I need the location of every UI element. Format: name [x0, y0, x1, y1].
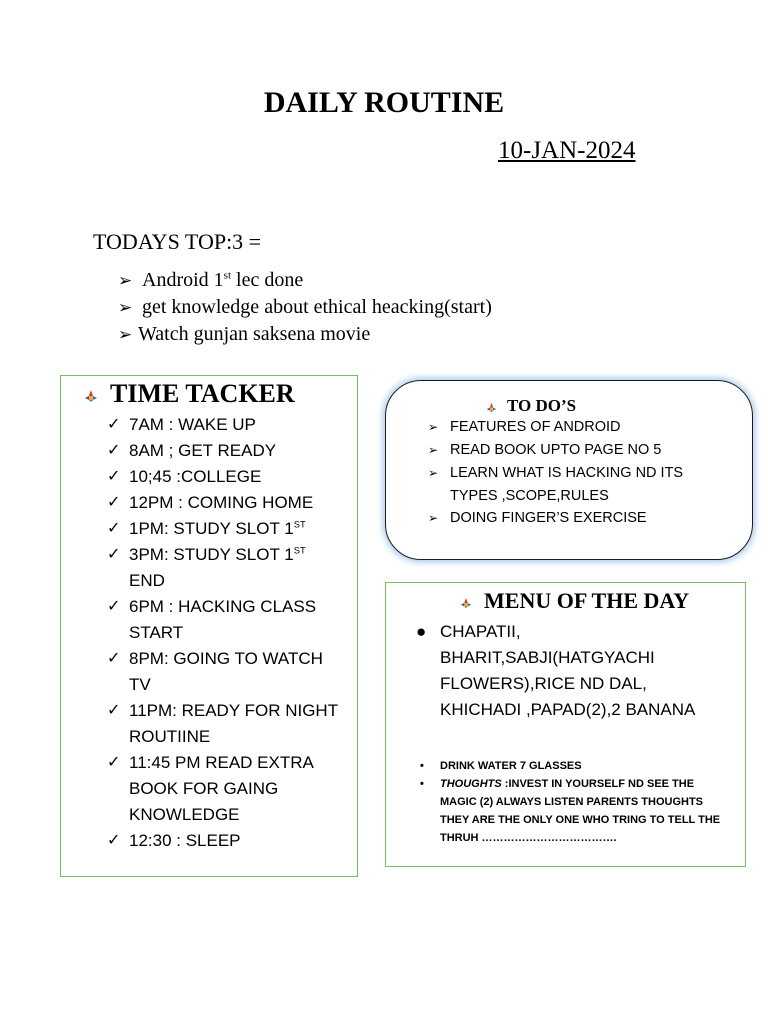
checkmark-icon: ✓: [107, 702, 121, 719]
checkmark-icon: ✓: [107, 546, 121, 563]
list-item: ✓ 12:30 : SLEEP: [107, 828, 357, 854]
todo-item: ➢ FEATURES OF ANDROID: [428, 416, 748, 439]
top3-item: ➢ get knowledge about ethical heacking(start): [118, 296, 492, 318]
list-item: ✓ 8AM ; GET READY: [107, 438, 357, 464]
arrow-bullet-icon: ➢: [118, 325, 133, 344]
checkmark-icon: ✓: [107, 468, 121, 485]
top3-item: ➢ Watch gunjan saksena movie: [118, 323, 371, 345]
time-tracker-heading: TIME TACKER: [84, 379, 295, 409]
list-item: ✓ 12PM : COMING HOME: [107, 490, 357, 516]
page-date: 10-JAN-2024: [498, 137, 636, 164]
page-title: DAILY ROUTINE: [263, 86, 505, 119]
list-item: ✓ 3PM: STUDY SLOT 1ST END: [107, 542, 307, 594]
checkmark-icon: ✓: [107, 494, 121, 511]
checkmark-icon: ✓: [107, 650, 121, 667]
list-item: ✓ 7AM : WAKE UP: [107, 412, 357, 438]
diamond-bullet-icon: [460, 597, 472, 609]
arrow-bullet-icon: ➢: [428, 443, 439, 457]
bullet-icon: •: [420, 778, 424, 790]
arrow-bullet-icon: ➢: [428, 466, 439, 480]
water-note: • DRINK WATER 7 GLASSES: [420, 757, 736, 775]
checkmark-icon: ✓: [107, 442, 121, 459]
checkmark-icon: ✓: [107, 832, 121, 849]
todo-heading: TO DO’S: [486, 396, 576, 416]
checkmark-icon: ✓: [107, 416, 121, 433]
diamond-bullet-icon: [84, 389, 98, 403]
checkmark-icon: ✓: [107, 754, 121, 771]
bullet-icon: •: [420, 760, 424, 772]
thoughts-note: • THOUGHTS :INVEST IN YOURSELF ND SEE THE MAGIC (2) ALWAYS LISTEN PARENTS THOUGHTS THEY ARE THE ONLY ONE WHO TRING TO TELL THE THRUH ……………………………….: [420, 775, 730, 847]
menu-heading: MENU OF THE DAY: [460, 588, 689, 614]
top3-item: ➢ Android 1st lec done: [118, 269, 304, 291]
checkmark-icon: ✓: [107, 520, 121, 537]
list-item: ✓ 6PM : HACKING CLASS START: [107, 594, 327, 646]
list-item: ✓ 1PM: STUDY SLOT 1ST: [107, 516, 357, 542]
arrow-bullet-icon: ➢: [118, 271, 133, 290]
bullet-icon: ●: [416, 622, 427, 641]
todo-item: ➢ DOING FINGER’S EXERCISE: [428, 507, 748, 530]
diamond-bullet-icon: [486, 402, 497, 413]
arrow-bullet-icon: ➢: [428, 420, 439, 434]
checkmark-icon: ✓: [107, 598, 121, 615]
list-item: ✓ 10;45 :COLLEGE: [107, 464, 357, 490]
list-item: ✓ 11PM: READY FOR NIGHT ROUTIINE: [107, 698, 357, 750]
arrow-bullet-icon: ➢: [118, 298, 133, 317]
todo-item: ➢ READ BOOK UPTO PAGE NO 5: [428, 439, 748, 462]
menu-item: ● CHAPATII, BHARIT,SABJI(HATGYACHI FLOWERS),RICE ND DAL, KHICHADI ,PAPAD(2),2 BANANA: [416, 619, 732, 723]
todo-item: ➢ LEARN WHAT IS HACKING ND ITS TYPES ,SCOPE,RULES: [428, 462, 708, 508]
list-item: ✓ 8PM: GOING TO WATCH TV: [107, 646, 347, 698]
arrow-bullet-icon: ➢: [428, 511, 439, 525]
top3-heading: TODAYS TOP:3 =: [93, 229, 262, 254]
list-item: ✓ 11:45 PM READ EXTRA BOOK FOR GAING KNOWLEDGE: [107, 750, 337, 828]
